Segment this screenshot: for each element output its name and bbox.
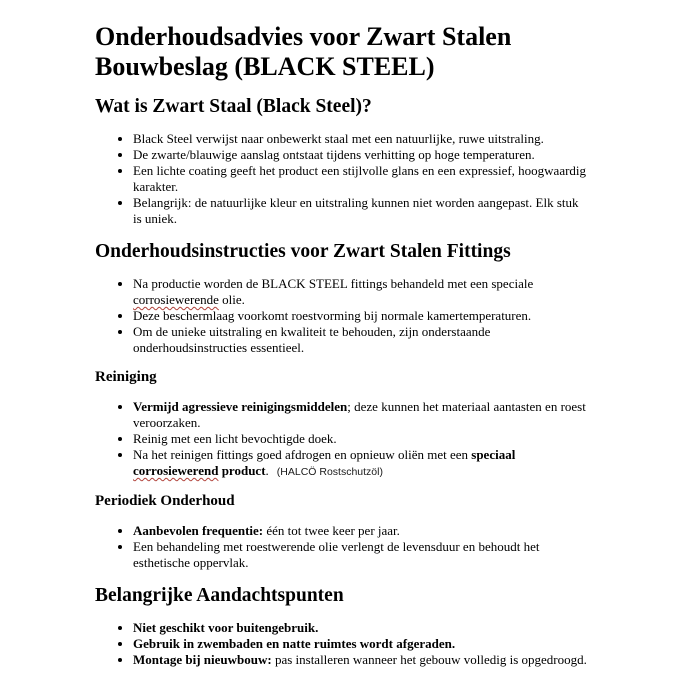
list-item — [133, 523, 588, 539]
section-what-is-heading: Wat is Zwart Staal (Black Steel)? — [95, 96, 372, 117]
list-item: • Reinig met een licht bevochtigde doek. — [133, 431, 588, 447]
instructions-list — [95, 276, 588, 356]
text-run: één tot twee keer per jaar. — [263, 523, 400, 538]
list-item: • Belangrijk: de natuurlijke kleur en uitstraling kunnen niet worden aangepast. Elk stuk is uniek. — [133, 195, 588, 227]
bold-text-run: Montage bij nieuwbouw: — [133, 652, 272, 667]
cleaning-list — [95, 399, 588, 480]
text-run: ; deze kunnen het materiaal aantasten en roest veroorzaken. — [133, 399, 586, 430]
bold-text-run: Aanbevolen frequentie: — [133, 523, 264, 538]
list-item — [133, 276, 588, 308]
list-item: • Black Steel verwijst naar onbewerkt staal met een natuurlijke, ruwe uitstraling. — [133, 131, 588, 147]
product-note: (HALCÖ Rostschutzöl) — [276, 466, 383, 478]
section-cleaning-heading: Reiniging — [95, 369, 157, 385]
list-item: • Deze beschermlaag voorkomt roestvorming bij normale kamertemperaturen. — [133, 308, 588, 324]
misspelled-word: corrosiewerende — [133, 292, 219, 307]
page-title: Onderhoudsadvies voor Zwart Stalen Bouwbeslag (BLACK STEEL) — [95, 22, 512, 81]
text-run: olie. — [218, 292, 245, 307]
section-important-heading: Belangrijke Aandachtspunten — [95, 585, 344, 606]
list-item: • Een lichte coating geeft het product een stijlvolle glans en een expressief, hoogwaardig karakter. — [133, 163, 588, 195]
list-item — [133, 399, 588, 431]
list-item: • Niet geschikt voor buitengebruik. — [133, 620, 588, 636]
bold-text-run: speciaal — [471, 447, 516, 462]
text-run: Na het reinigen fittings goed afdrogen en opnieuw oliën met een — [133, 447, 472, 462]
list-item — [133, 447, 588, 480]
section-instructions-heading: Onderhoudsinstructies voor Zwart Stalen Fittings — [95, 241, 511, 262]
list-item: • De zwarte/blauwige aanslag ontstaat tijdens verhitting op hoge temperaturen. — [133, 147, 588, 163]
text-run: pas installeren wanneer het gebouw volledig is opgedroogd. — [271, 652, 587, 667]
what-is-list — [95, 131, 588, 227]
list-item: • Om de unieke uitstraling en kwaliteit te behouden, zijn onderstaande onderhoudsinstructies essentieel. — [133, 324, 588, 356]
misspelled-word: corrosiewerend — [133, 463, 219, 478]
list-item — [133, 652, 588, 668]
text-run: . — [265, 463, 269, 478]
section-periodic-heading: Periodiek Onderhoud — [95, 493, 235, 509]
list-item: • Een behandeling met roestwerende olie verlengt de levensduur en behoudt het esthetische oppervlak. — [133, 539, 588, 571]
periodic-list — [95, 523, 588, 571]
bold-text-run: product — [218, 463, 266, 478]
important-list — [95, 620, 588, 668]
bold-text-run: Vermijd agressieve reinigingsmiddelen — [133, 399, 348, 414]
list-item: • Gebruik in zwembaden en natte ruimtes wordt afgeraden. — [133, 636, 588, 652]
text-run: Na productie worden de BLACK STEEL fittings behandeld met een speciale — [133, 276, 534, 291]
